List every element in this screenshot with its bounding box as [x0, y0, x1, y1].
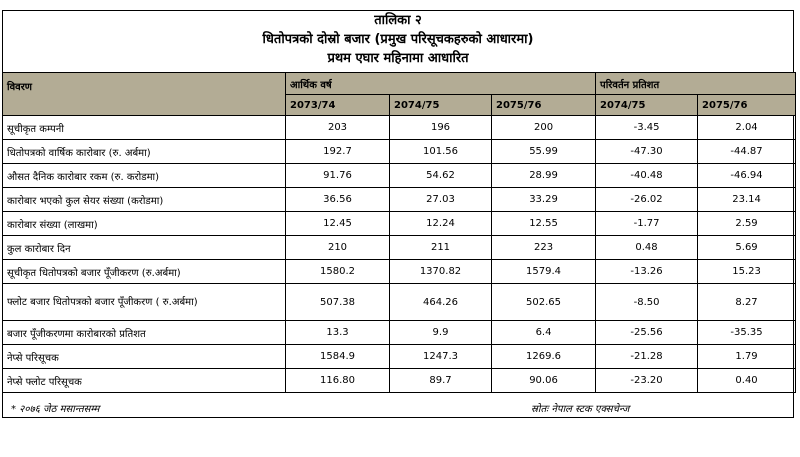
- cell-value: 203: [286, 116, 390, 140]
- cell-value: 101.56: [390, 140, 492, 164]
- table-row: [3, 321, 796, 345]
- cell-value: 1579.4: [492, 260, 596, 284]
- header-year: 2073/74: [286, 95, 390, 116]
- cell-value: 1269.6: [492, 345, 596, 369]
- cell-value: 91.76: [286, 164, 390, 188]
- cell-change: -1.77: [596, 212, 698, 236]
- cell-value: 211: [390, 236, 492, 260]
- header-change-percent: परिवर्तन प्रतिशत: [596, 73, 796, 95]
- cell-value: 55.99: [492, 140, 596, 164]
- cell-value: 12.45: [286, 212, 390, 236]
- cell-change: -3.45: [596, 116, 698, 140]
- table-titles: [3, 11, 793, 73]
- row-label: कारोबार भएको कुल सेयर संख्या (करोडमा): [3, 188, 286, 212]
- cell-change: -8.50: [596, 284, 698, 321]
- table-footer: [3, 397, 793, 419]
- row-label: कुल कारोबार दिन: [3, 236, 286, 260]
- table-row: [3, 188, 796, 212]
- row-label: फ्लोट बजार धितोपत्रको बजार पूँजीकरण ( रु.अर्बमा): [3, 284, 286, 321]
- header-year: 2075/76: [492, 95, 596, 116]
- header-year: 2074/75: [390, 95, 492, 116]
- cell-value: 89.7: [390, 369, 492, 393]
- row-label: नेप्से परिसूचक: [3, 345, 286, 369]
- table-row: [3, 260, 796, 284]
- table-number: तालिका २: [374, 13, 422, 28]
- table-frame: [2, 10, 794, 418]
- cell-change: -44.87: [698, 140, 796, 164]
- table-row: [3, 369, 796, 393]
- cell-value: 1584.9: [286, 345, 390, 369]
- cell-value: 13.3: [286, 321, 390, 345]
- cell-value: 116.80: [286, 369, 390, 393]
- cell-value: 9.9: [390, 321, 492, 345]
- indicator-table: [2, 72, 796, 393]
- cell-value: 192.7: [286, 140, 390, 164]
- header-item: विवरण: [3, 73, 286, 116]
- cell-value: 12.55: [492, 212, 596, 236]
- cell-value: 90.06: [492, 369, 596, 393]
- footnote: * २०७६ जेठ मसान्तसम्म: [11, 404, 100, 415]
- cell-change: -23.20: [596, 369, 698, 393]
- row-label: कारोबार संख्या (लाखमा): [3, 212, 286, 236]
- cell-value: 1247.3: [390, 345, 492, 369]
- cell-value: 502.65: [492, 284, 596, 321]
- cell-change: -40.48: [596, 164, 698, 188]
- table-subtitle: प्रथम एघार महिनामा आधारित: [327, 51, 469, 66]
- cell-change: 23.14: [698, 188, 796, 212]
- header-change-year: 2075/76: [698, 95, 796, 116]
- row-label: सूचीकृत धितोपत्रको बजार पूँजीकरण (रु.अर्बमा): [3, 260, 286, 284]
- table-row: [3, 345, 796, 369]
- cell-value: 464.26: [390, 284, 492, 321]
- cell-value: 196: [390, 116, 492, 140]
- table-row: [3, 140, 796, 164]
- cell-change: 5.69: [698, 236, 796, 260]
- cell-value: 28.99: [492, 164, 596, 188]
- cell-change: 2.59: [698, 212, 796, 236]
- row-label: बजार पूँजीकरणमा कारोबारको प्रतिशत: [3, 321, 286, 345]
- cell-value: 12.24: [390, 212, 492, 236]
- cell-value: 36.56: [286, 188, 390, 212]
- cell-change: -21.28: [596, 345, 698, 369]
- cell-value: 507.38: [286, 284, 390, 321]
- table-row: [3, 284, 796, 321]
- cell-change: -47.30: [596, 140, 698, 164]
- table-row: [3, 212, 796, 236]
- cell-change: 8.27: [698, 284, 796, 321]
- table-title: धितोपत्रको दोस्रो बजार (प्रमुख परिसूचकहरुको आधारमा): [262, 32, 534, 47]
- table-row: [3, 116, 796, 140]
- table-row: [3, 236, 796, 260]
- cell-change: 0.48: [596, 236, 698, 260]
- cell-value: 1580.2: [286, 260, 390, 284]
- cell-change: 2.04: [698, 116, 796, 140]
- row-label: धितोपत्रको वार्षिक कारोबार (रु. अर्बमा): [3, 140, 286, 164]
- row-label: औसत दैनिक कारोबार रकम (रु. करोडमा): [3, 164, 286, 188]
- header-fiscal-year: आर्थिक वर्ष: [286, 73, 596, 95]
- cell-value: 33.29: [492, 188, 596, 212]
- header-change-year: 2074/75: [596, 95, 698, 116]
- cell-value: 6.4: [492, 321, 596, 345]
- cell-value: 200: [492, 116, 596, 140]
- cell-value: 223: [492, 236, 596, 260]
- cell-value: 210: [286, 236, 390, 260]
- cell-value: 27.03: [390, 188, 492, 212]
- cell-change: -35.35: [698, 321, 796, 345]
- cell-change: -13.26: [596, 260, 698, 284]
- source-note: स्रोतः नेपाल स्टक एक्सचेन्ज: [531, 404, 630, 415]
- cell-change: 1.79: [698, 345, 796, 369]
- cell-change: -46.94: [698, 164, 796, 188]
- cell-value: 54.62: [390, 164, 492, 188]
- row-label: नेप्से फ्लोट परिसूचक: [3, 369, 286, 393]
- cell-change: 0.40: [698, 369, 796, 393]
- cell-change: -26.02: [596, 188, 698, 212]
- cell-change: 15.23: [698, 260, 796, 284]
- cell-value: 1370.82: [390, 260, 492, 284]
- table-row: [3, 164, 796, 188]
- cell-change: -25.56: [596, 321, 698, 345]
- row-label: सूचीकृत कम्पनी: [3, 116, 286, 140]
